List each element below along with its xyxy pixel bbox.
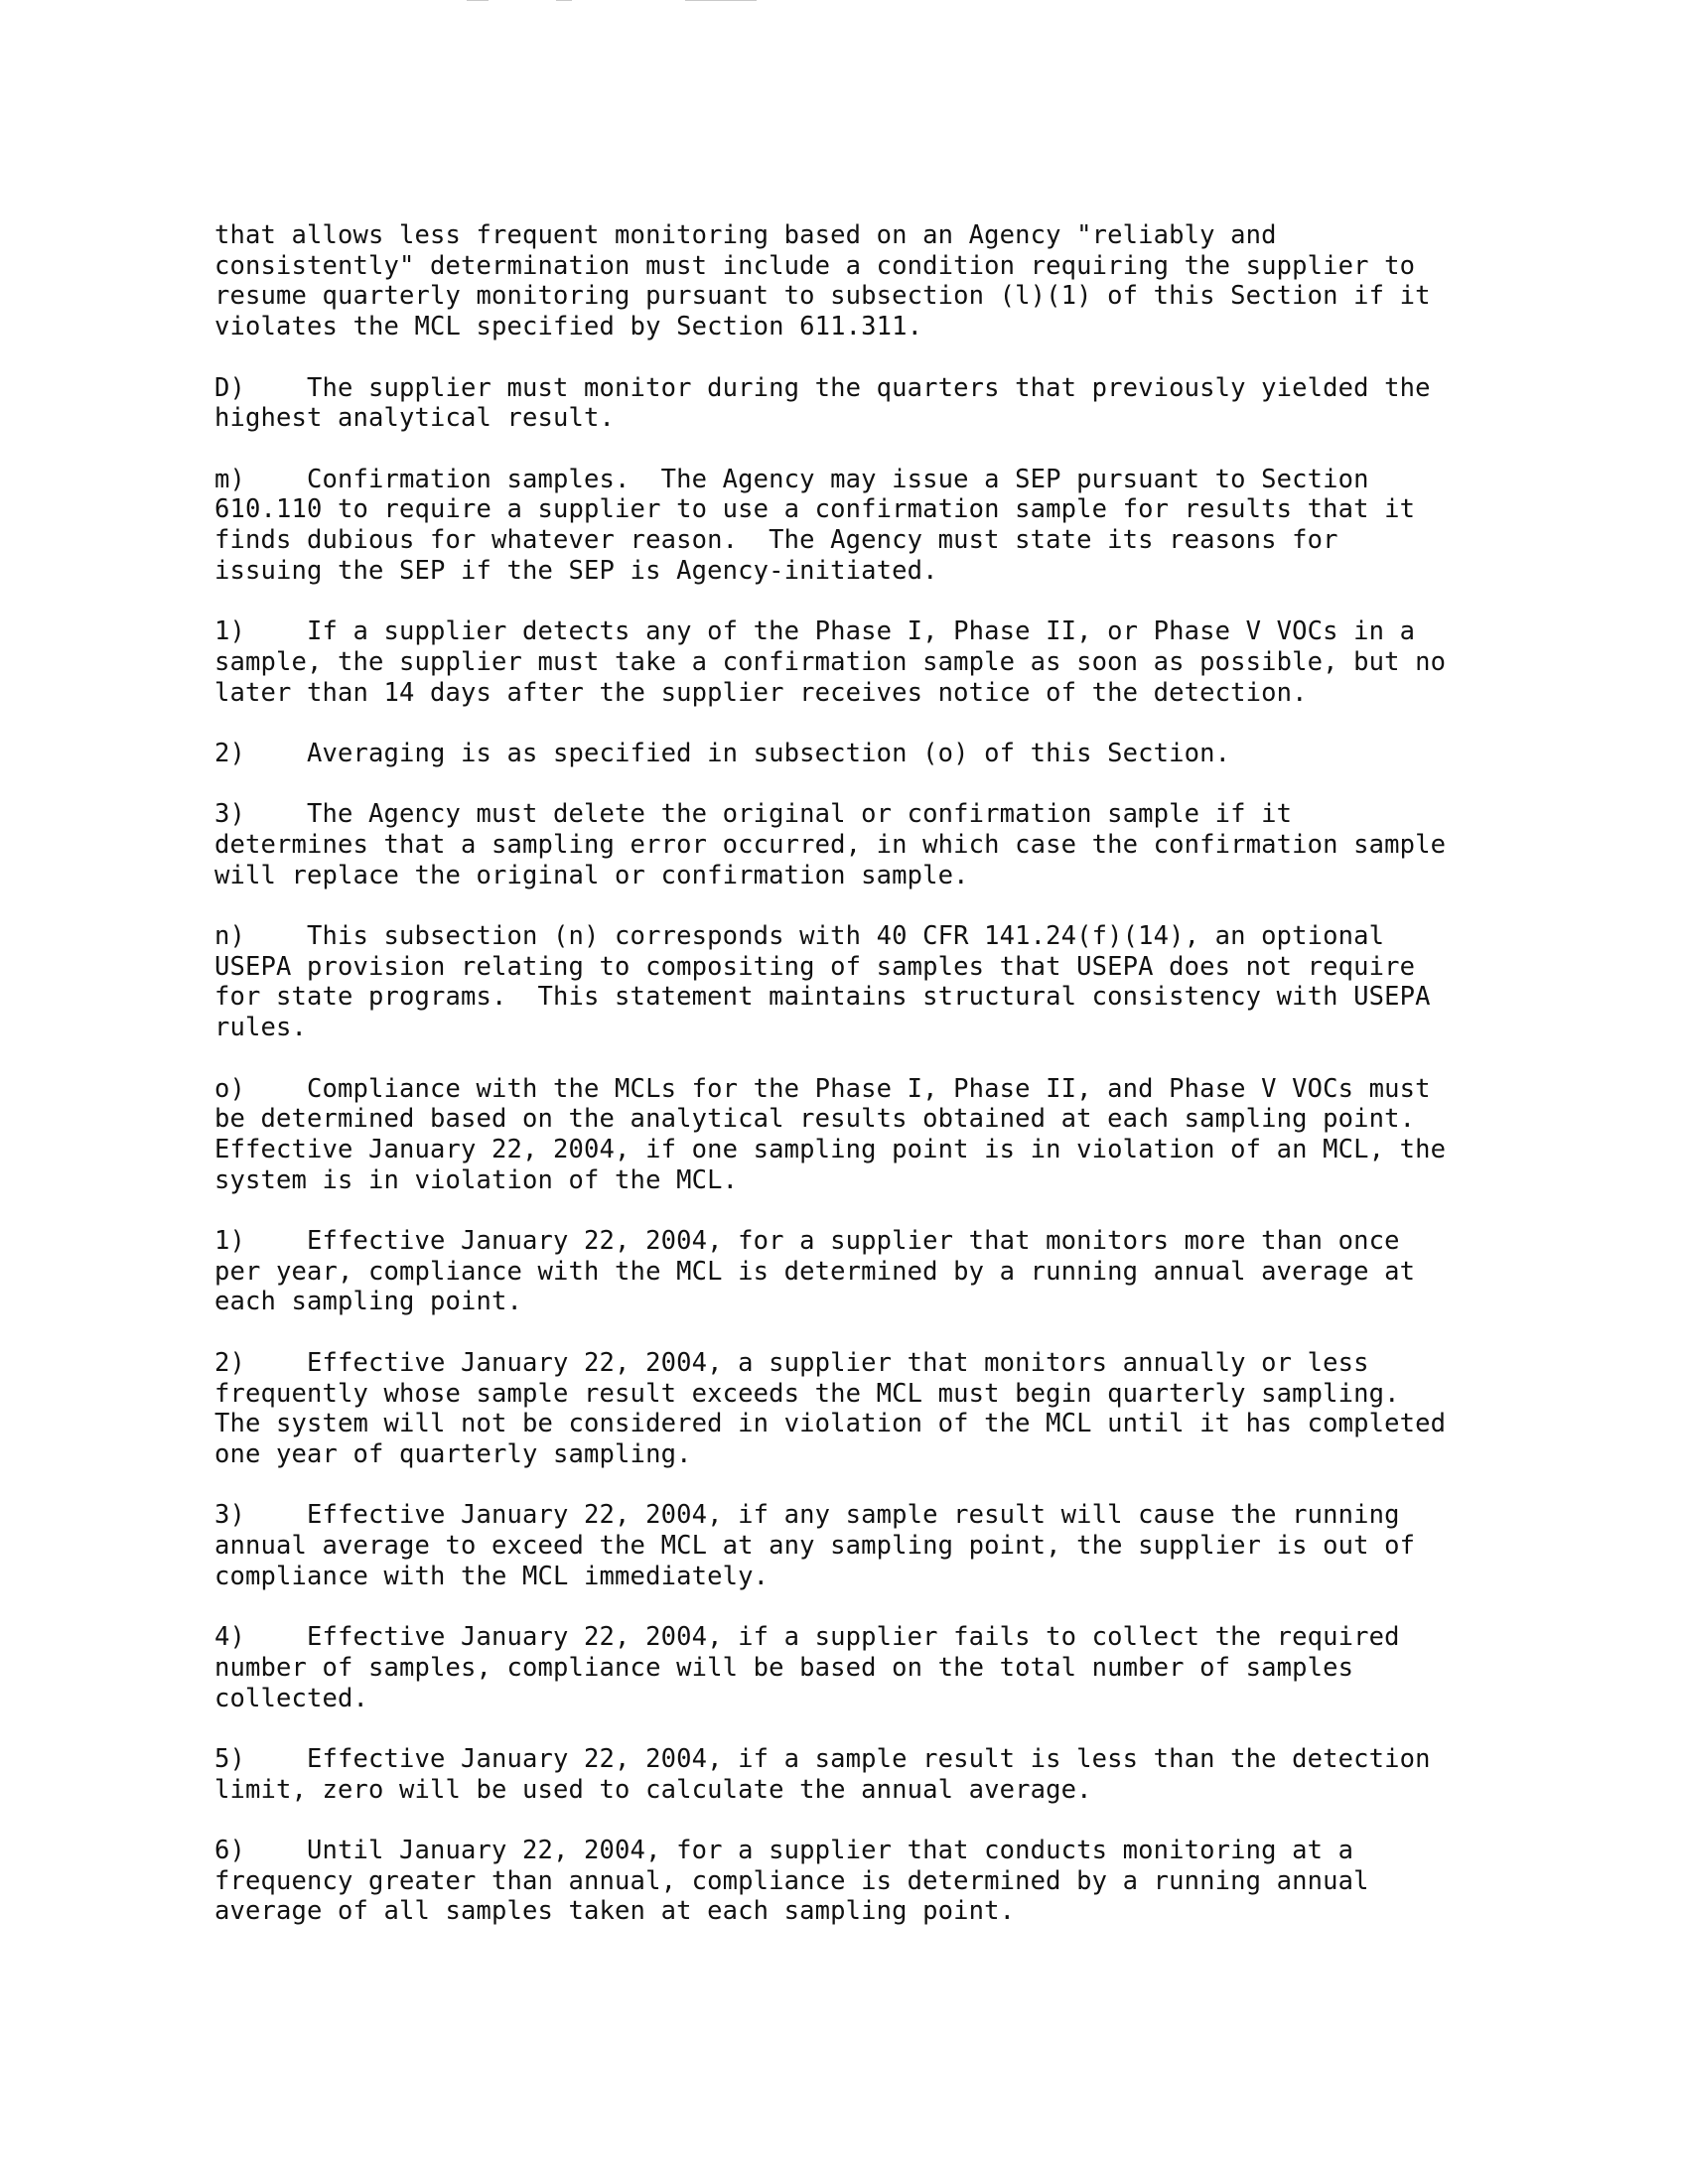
paragraph-p5 <box>214 739 1525 769</box>
text-line: 5) Effective January 22, 2004, if a sample result is less than the detection <box>214 1743 1431 1774</box>
text-line: system is in violation of the MCL. <box>214 1164 739 1195</box>
text-line: highest analytical result. <box>214 403 616 434</box>
paragraph-p6 <box>214 799 1525 890</box>
text-line: frequency greater than annual, compliance is determined by a running annual <box>214 1865 1369 1896</box>
paragraph-p13 <box>214 1744 1525 1805</box>
paragraph-p10 <box>214 1348 1525 1470</box>
text-line: frequently whose sample result exceeds the MCL must begin quarterly sampling. <box>214 1378 1400 1409</box>
text-line: 1) If a supplier detects any of the Phase I, Phase II, or Phase V VOCs in a <box>214 616 1416 647</box>
text-line: n) This subsection (n) corresponds with 40 CFR 141.24(f)(14), an optional <box>214 921 1385 952</box>
text-line: Effective January 22, 2004, if one sampling point is in violation of an MCL, the <box>214 1134 1447 1164</box>
paragraph-p12 <box>214 1622 1525 1713</box>
text-line: finds dubious for whatever reason. The Agency must state its reasons for <box>214 525 1338 555</box>
paragraph-p11 <box>214 1500 1525 1591</box>
paragraph-p9 <box>214 1226 1525 1317</box>
text-line: will replace the original or confirmation sample. <box>214 860 969 890</box>
text-line: violates the MCL specified by Section 611.311. <box>214 312 923 342</box>
text-line: resume quarterly monitoring pursuant to subsection (l)(1) of this Section if it <box>214 281 1431 312</box>
scan-artifact <box>467 0 489 1</box>
text-line: for state programs. This statement maintains structural consistency with USEPA <box>214 982 1431 1013</box>
text-line: determines that a sampling error occurred, in which case the confirmation sample <box>214 829 1447 860</box>
text-line: annual average to exceed the MCL at any sampling point, the supplier is out of <box>214 1531 1416 1562</box>
text-line: consistently" determination must include a condition requiring the supplier to <box>214 250 1416 281</box>
text-line: be determined based on the analytical results obtained at each sampling point. <box>214 1104 1416 1135</box>
paragraph-p4 <box>214 616 1525 708</box>
text-line: 6) Until January 22, 2004, for a supplier that conducts monitoring at a <box>214 1836 1354 1866</box>
text-line: per year, compliance with the MCL is determined by a running annual average at <box>214 1256 1416 1287</box>
text-line: average of all samples taken at each sampling point. <box>214 1896 1016 1927</box>
text-line: 2) Effective January 22, 2004, a supplier that monitors annually or less <box>214 1347 1369 1378</box>
text-line: o) Compliance with the MCLs for the Phase I, Phase II, and Phase V VOCs must <box>214 1073 1431 1104</box>
text-line: collected. <box>214 1683 369 1713</box>
text-line: m) Confirmation samples. The Agency may issue a SEP pursuant to Section <box>214 464 1369 494</box>
paragraph-p7 <box>214 921 1525 1043</box>
text-line: 610.110 to require a supplier to use a confirmation sample for results that it <box>214 494 1416 525</box>
text-line: 3) Effective January 22, 2004, if any sample result will cause the running <box>214 1500 1400 1531</box>
text-line: each sampling point. <box>214 1287 523 1317</box>
text-line: 1) Effective January 22, 2004, for a supplier that monitors more than once <box>214 1226 1400 1257</box>
text-line: sample, the supplier must take a confirmation sample as soon as possible, but no <box>214 646 1447 677</box>
text-line: The system will not be considered in violation of the MCL until it has completed <box>214 1409 1447 1439</box>
text-line: limit, zero will be used to calculate the annual average. <box>214 1774 1092 1805</box>
paragraph-p3 <box>214 465 1525 587</box>
text-line: number of samples, compliance will be based on the total number of samples <box>214 1652 1354 1683</box>
paragraph-p8 <box>214 1074 1525 1196</box>
text-line: issuing the SEP if the SEP is Agency-initiated. <box>214 555 938 586</box>
text-line: that allows less frequent monitoring based on an Agency "reliably and <box>214 220 1277 250</box>
text-line: rules. <box>214 1013 308 1043</box>
text-line: one year of quarterly sampling. <box>214 1438 692 1469</box>
paragraph-p2 <box>214 373 1525 434</box>
text-line: USEPA provision relating to compositing of samples that USEPA does not require <box>214 951 1416 982</box>
paragraph-p14 <box>214 1836 1525 1927</box>
scan-artifact <box>685 0 757 1</box>
text-line: 3) The Agency must delete the original or confirmation sample if it <box>214 799 1293 830</box>
document-body <box>214 220 1525 1958</box>
paragraph-p1 <box>214 220 1525 342</box>
text-line: later than 14 days after the supplier receives notice of the detection. <box>214 677 1308 708</box>
text-line: D) The supplier must monitor during the quarters that previously yielded the <box>214 372 1431 403</box>
text-line: 2) Averaging is as specified in subsection (o) of this Section. <box>214 738 1231 768</box>
text-line: 4) Effective January 22, 2004, if a supplier fails to collect the required <box>214 1622 1400 1653</box>
text-line: compliance with the MCL immediately. <box>214 1561 770 1591</box>
scan-artifact <box>556 0 572 1</box>
